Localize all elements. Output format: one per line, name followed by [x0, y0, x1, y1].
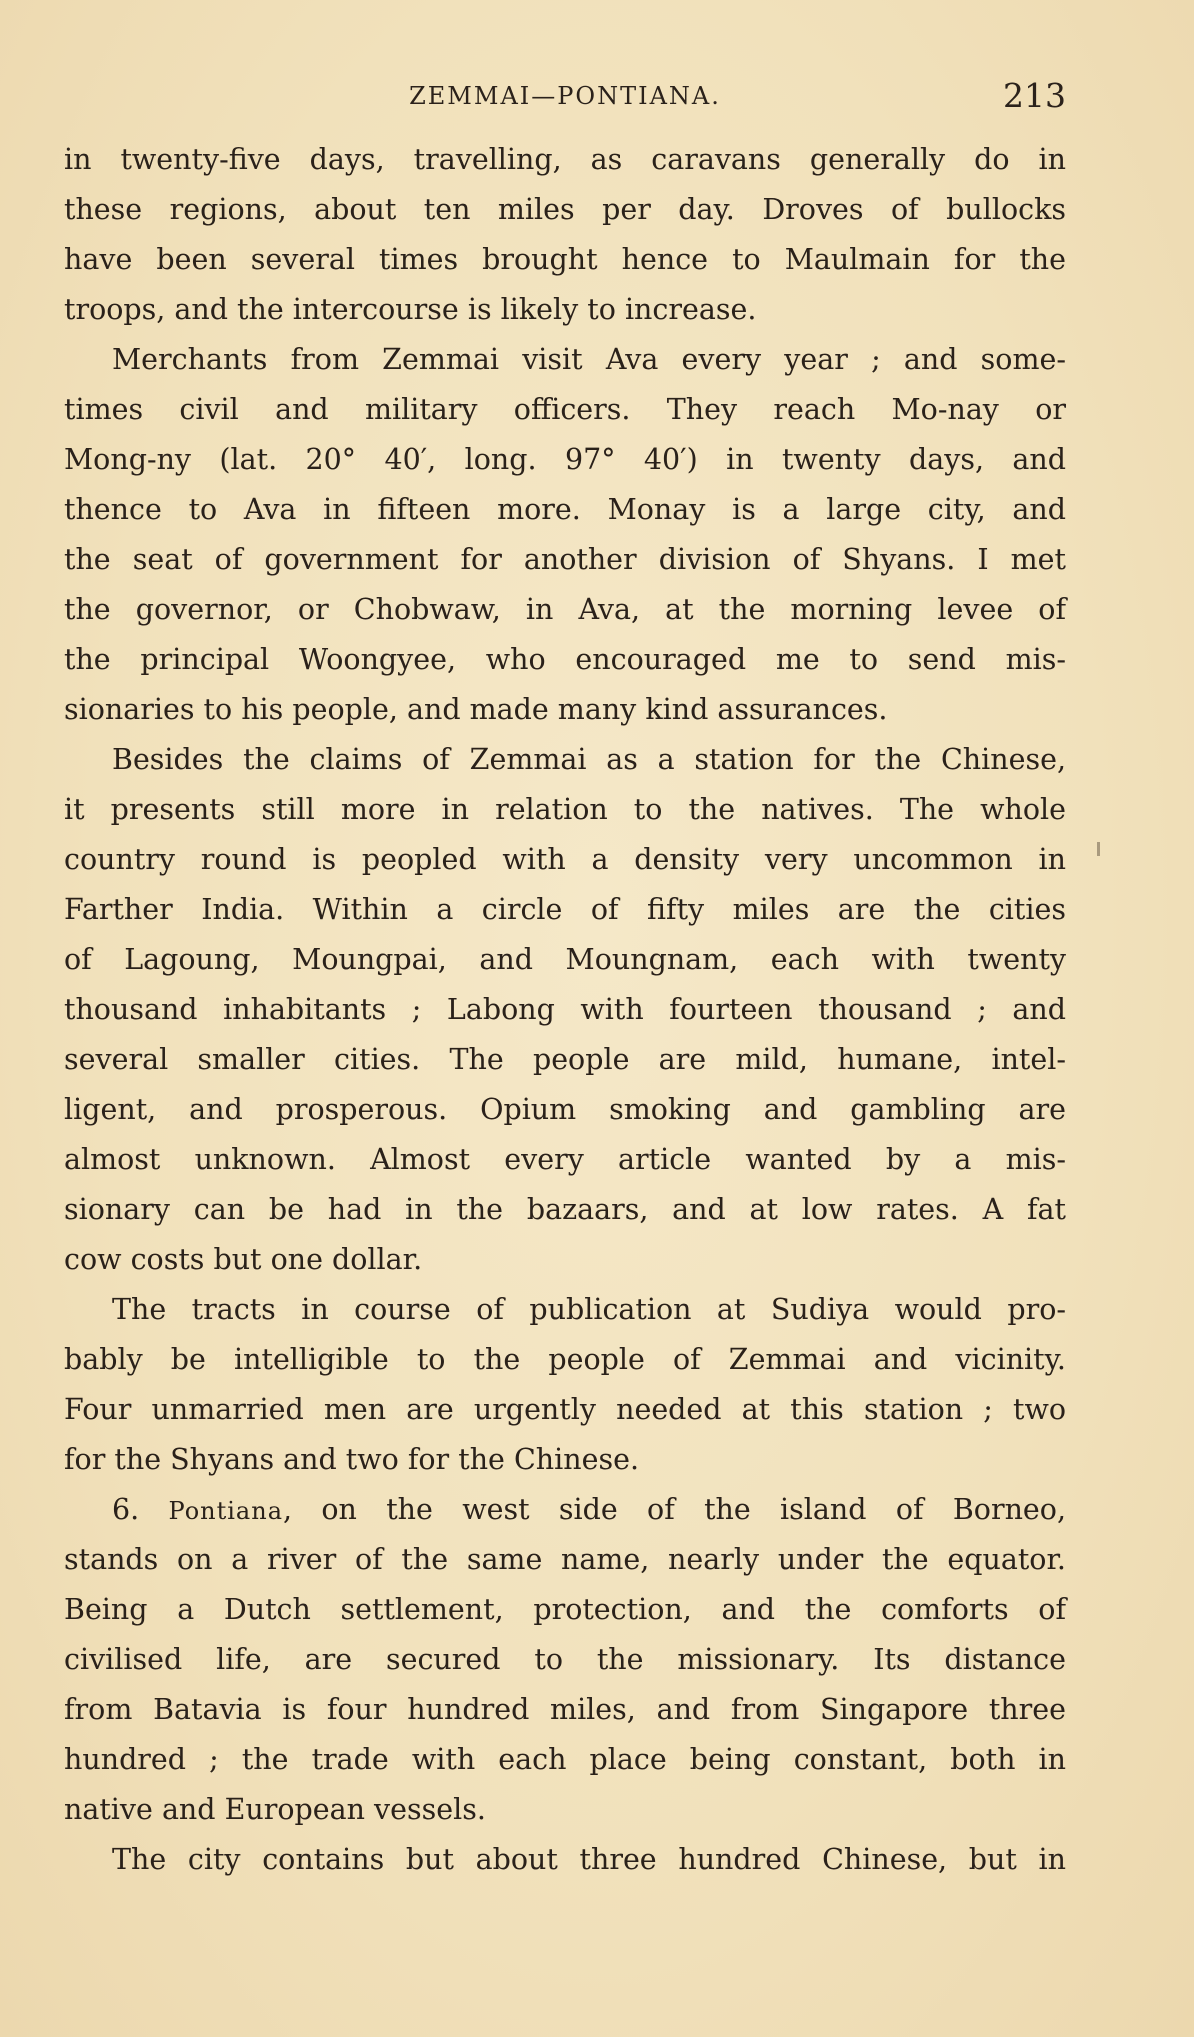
- text-line: native and European vessels.: [64, 1793, 486, 1826]
- text-line: almost unknown. Almost every article wanted by a mis-: [64, 1143, 1066, 1176]
- text-line: troops, and the intercourse is likely to increase.: [64, 293, 757, 326]
- text-line: Being a Dutch settlement, protection, and the comforts of: [64, 1593, 1066, 1626]
- text-line: sionaries to his people, and made many kind assurances.: [64, 693, 888, 726]
- text-line: it presents still more in relation to the natives. The whole: [64, 793, 1066, 826]
- text-line: stands on a river of the same name, nearly under the equator.: [64, 1543, 1066, 1576]
- running-title: ZEMMAI—PONTIANA.: [409, 82, 721, 110]
- section-heading-pontiana: Pontiana: [168, 1497, 284, 1525]
- text-line: of Lagoung, Moungpai, and Moungnam, each with twenty: [64, 943, 1066, 976]
- text-line: these regions, about ten miles per day. Droves of bullocks: [64, 193, 1066, 226]
- text-line: for the Shyans and two for the Chinese.: [64, 1443, 640, 1476]
- page-number: 213: [1003, 76, 1066, 115]
- text-line: the principal Woongyee, who encouraged me to send mis-: [64, 643, 1066, 676]
- text-line: Merchants from Zemmai visit Ava every year ; and some-: [112, 343, 1066, 376]
- text-line: civilised life, are secured to the missionary. Its distance: [64, 1643, 1066, 1676]
- text-line: thousand inhabitants ; Labong with fourteen thousand ; and: [64, 993, 1066, 1026]
- text-line: times civil and military officers. They reach Mo-nay or: [64, 393, 1066, 426]
- text-line: hundred ; the trade with each place being constant, both in: [64, 1743, 1066, 1776]
- text-line: have been several times brought hence to Maulmain for the: [64, 243, 1066, 276]
- text-line: The tracts in course of publication at Sudiya would pro-: [112, 1293, 1066, 1326]
- text-line: ligent, and prosperous. Opium smoking and gambling are: [64, 1093, 1066, 1126]
- text-line: cow costs but one dollar.: [64, 1243, 423, 1276]
- text-line: sionary can be had in the bazaars, and at low rates. A fat: [64, 1193, 1066, 1226]
- text-line: several smaller cities. The people are mild, humane, intel-: [64, 1043, 1066, 1076]
- text-line: thence to Ava in fifteen more. Monay is a large city, and: [64, 493, 1066, 526]
- text-line: Farther India. Within a circle of fifty miles are the cities: [64, 893, 1066, 926]
- text-line: in twenty-five days, travelling, as caravans generally do in: [64, 143, 1066, 176]
- text-line: from Batavia is four hundred miles, and from Singapore three: [64, 1693, 1066, 1726]
- text-line: Mong-ny (lat. 20° 40′, long. 97° 40′) in twenty days, and: [64, 443, 1066, 476]
- running-head: [64, 76, 1066, 120]
- text-line: The city contains but about three hundred Chinese, but in: [112, 1843, 1066, 1876]
- text-line: the seat of government for another division of Shyans. I met: [64, 543, 1066, 576]
- text-line: country round is peopled with a density very uncommon in: [64, 843, 1066, 876]
- section-6-text: , on the west side of the island of Borneo,: [283, 1493, 1067, 1526]
- stray-ink-mark: [1097, 842, 1100, 856]
- text-line: Besides the claims of Zemmai as a station for the Chinese,: [112, 743, 1066, 776]
- text-line: the governor, or Chobwaw, in Ava, at the morning levee of: [64, 593, 1066, 626]
- body-text: [64, 135, 1066, 1885]
- text-line: Four unmarried men are urgently needed at this station ; two: [64, 1393, 1066, 1426]
- section-number: 6.: [112, 1493, 140, 1526]
- text-line: bably be intelligible to the people of Zemmai and vicinity.: [64, 1343, 1066, 1376]
- section-6-line: [64, 1485, 1066, 1535]
